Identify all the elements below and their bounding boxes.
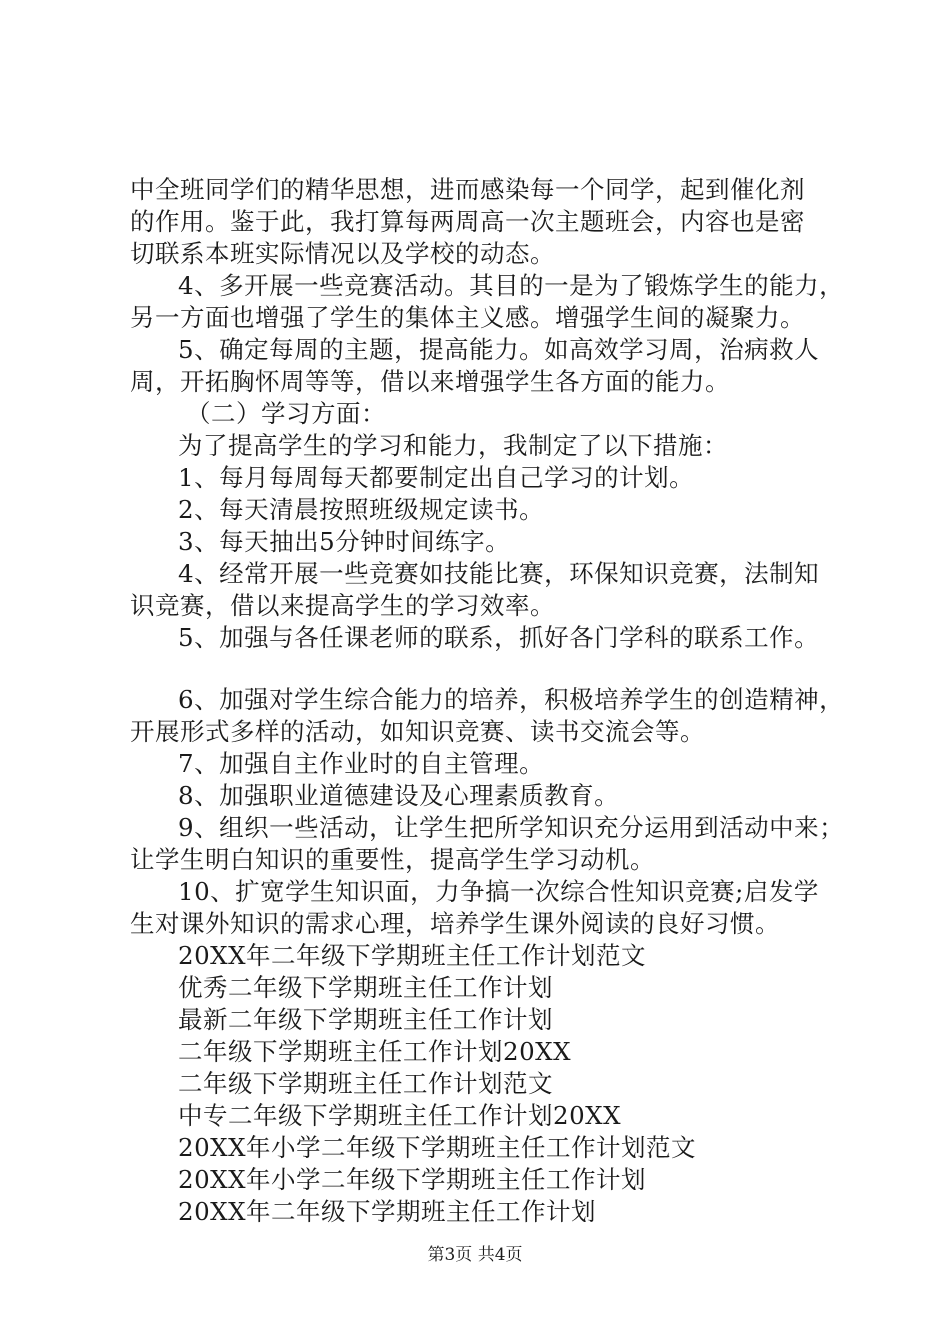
document-body [130, 174, 845, 1228]
section-heading: （二）学习方面： [186, 399, 386, 428]
paragraph-line: 1、每月每周每天都要制定出自己学习的计划。 [178, 463, 695, 492]
related-link[interactable]: 20XX年二年级下学期班主任工作计划 [178, 1197, 597, 1226]
paragraph-line: 开展形式多样的活动，如知识竞赛、读书交流会等。 [130, 717, 705, 746]
paragraph-line: 的作用。鉴于此，我打算每两周高一次主题班会，内容也是密 [130, 207, 805, 236]
related-link[interactable]: 20XX年二年级下学期班主任工作计划范文 [178, 941, 647, 970]
paragraph-line: 识竞赛，借以来提高学生的学习效率。 [130, 591, 555, 620]
paragraph-line: 切联系本班实际情况以及学校的动态。 [130, 239, 555, 268]
paragraph-line: 中全班同学们的精华思想，进而感染每一个同学，起到催化剂 [130, 175, 805, 204]
paragraph-line: 为了提高学生的学习和能力，我制定了以下措施： [178, 431, 728, 460]
related-link[interactable]: 20XX年小学二年级下学期班主任工作计划 [178, 1165, 647, 1194]
paragraph-line: 10、扩宽学生知识面，力争搞一次综合性知识竞赛;启发学 [178, 877, 819, 906]
paragraph-line: 7、加强自主作业时的自主管理。 [178, 749, 545, 778]
related-link[interactable]: 二年级下学期班主任工作计划20XX [178, 1037, 572, 1066]
paragraph-line: 5、加强与各任课老师的联系，抓好各门学科的联系工作。 [178, 623, 820, 652]
paragraph-line: 4、经常开展一些竞赛如技能比赛，环保知识竞赛，法制知 [178, 559, 820, 588]
related-link[interactable]: 中专二年级下学期班主任工作计划20XX [178, 1101, 622, 1130]
related-link[interactable]: 20XX年小学二年级下学期班主任工作计划范文 [178, 1133, 697, 1162]
paragraph-line: 让学生明白知识的重要性，提高学生学习动机。 [130, 845, 655, 874]
paragraph-line: 9、组织一些活动，让学生把所学知识充分运用到活动中来； [178, 813, 845, 842]
paragraph-line: 另一方面也增强了学生的集体主义感。增强学生间的凝聚力。 [130, 303, 805, 332]
related-link[interactable]: 二年级下学期班主任工作计划范文 [178, 1069, 553, 1098]
paragraph-line: 4、多开展一些竞赛活动。其目的一是为了锻炼学生的能力， [178, 271, 845, 300]
page-footer: 第3页 共4页 [427, 1245, 523, 1265]
paragraph-line: 8、加强职业道德建设及心理素质教育。 [178, 781, 620, 810]
paragraph-line: 5、确定每周的主题，提高能力。如高效学习周，治病救人 [178, 335, 820, 364]
paragraph-line: 6、加强对学生综合能力的培养，积极培养学生的创造精神， [178, 685, 845, 714]
paragraph-gap [130, 654, 840, 684]
paragraph-line: 2、每天清晨按照班级规定读书。 [178, 495, 545, 524]
paragraph-line: 生对课外知识的需求心理，培养学生课外阅读的良好习惯。 [130, 909, 780, 938]
related-link[interactable]: 优秀二年级下学期班主任工作计划 [178, 973, 553, 1002]
related-link[interactable]: 最新二年级下学期班主任工作计划 [178, 1005, 553, 1034]
paragraph-line: 周，开拓胸怀周等等，借以来增强学生各方面的能力。 [130, 367, 730, 396]
paragraph-line: 3、每天抽出5分钟时间练字。 [178, 527, 511, 556]
